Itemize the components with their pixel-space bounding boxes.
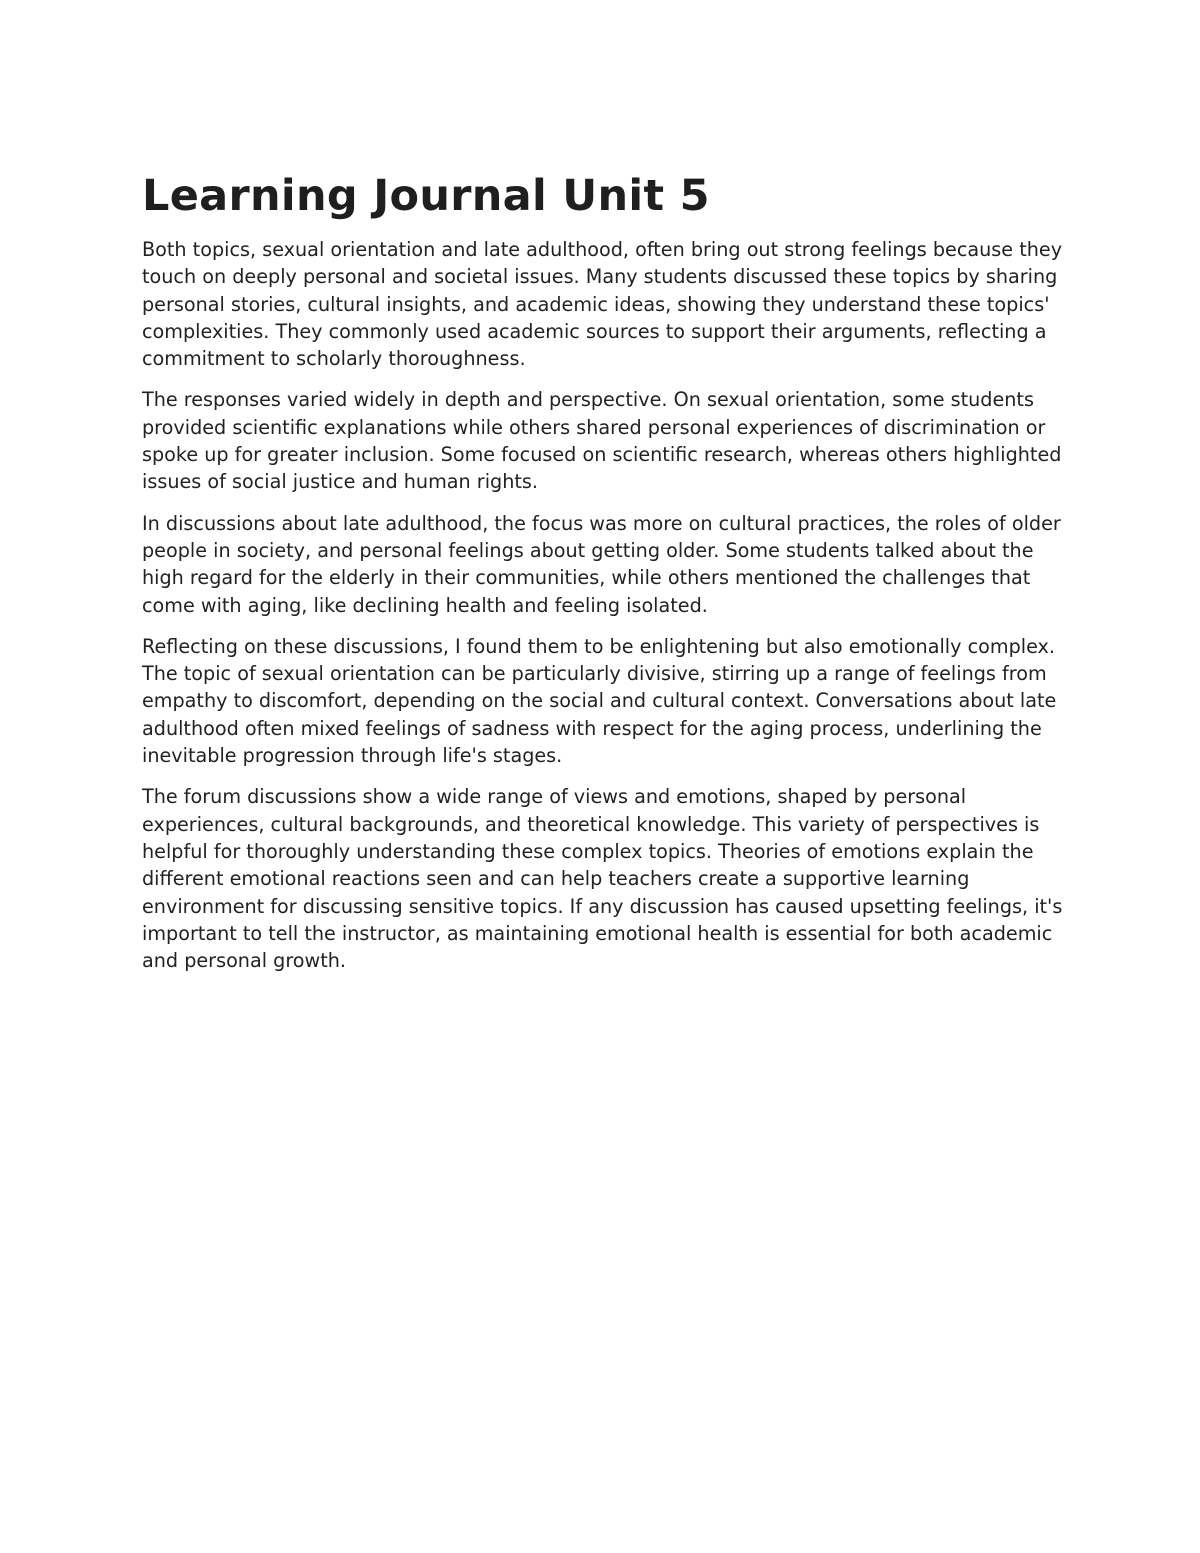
paragraph-4: Reflecting on these discussions, I found them to be enlightening but also emotionally complex. The topic of sexual orientation can be particularly divisive, stirring up a range of feelings from empathy to discomfort, depending on the social and cultural context. Conversations about late adulthood often mixed feelings of sadness with respect for the aging process, underlining the inevitable progression through life's stages. (142, 634, 1057, 768)
document-body (142, 168, 1072, 988)
paragraph-2: The responses varied widely in depth and perspective. On sexual orientation, some students provided scientific explanations while others shared personal experiences of discrimination or spoke up for greater inclusion. Some focused on scientific research, whereas others highlighted issues of social justice and human rights. (142, 388, 1062, 494)
paragraph-5: The forum discussions show a wide range of views and emotions, shaped by personal experiences, cultural backgrounds, and theoretical knowledge. This variety of perspectives is helpful for thoroughly understanding these complex topics. Theories of emotions explain the different emotional reactions seen and can help teachers create a supportive learning environment for discussing sensitive topics. If any discussion has caused upsetting feelings, it's important to tell the instructor, as maintaining emotional health is essential for both academic and personal growth. (142, 785, 1063, 973)
paragraph-3: In discussions about late adulthood, the focus was more on cultural practices, the roles of older people in society, and personal feelings about getting older. Some students talked about the high regard for the elderly in their communities, while others mentioned the challenges that come with aging, like declining health and feeling isolated. (142, 511, 1061, 617)
document-title: Learning Journal Unit 5 (142, 171, 710, 221)
paragraph-1: Both topics, sexual orientation and late adulthood, often bring out strong feelings because they touch on deeply personal and societal issues. Many students discussed these topics by sharing personal stories, cultural insights, and academic ideas, showing they understand these topics' complexities. They commonly used academic sources to support their arguments, reflecting a commitment to scholarly thoroughness. (142, 238, 1063, 371)
